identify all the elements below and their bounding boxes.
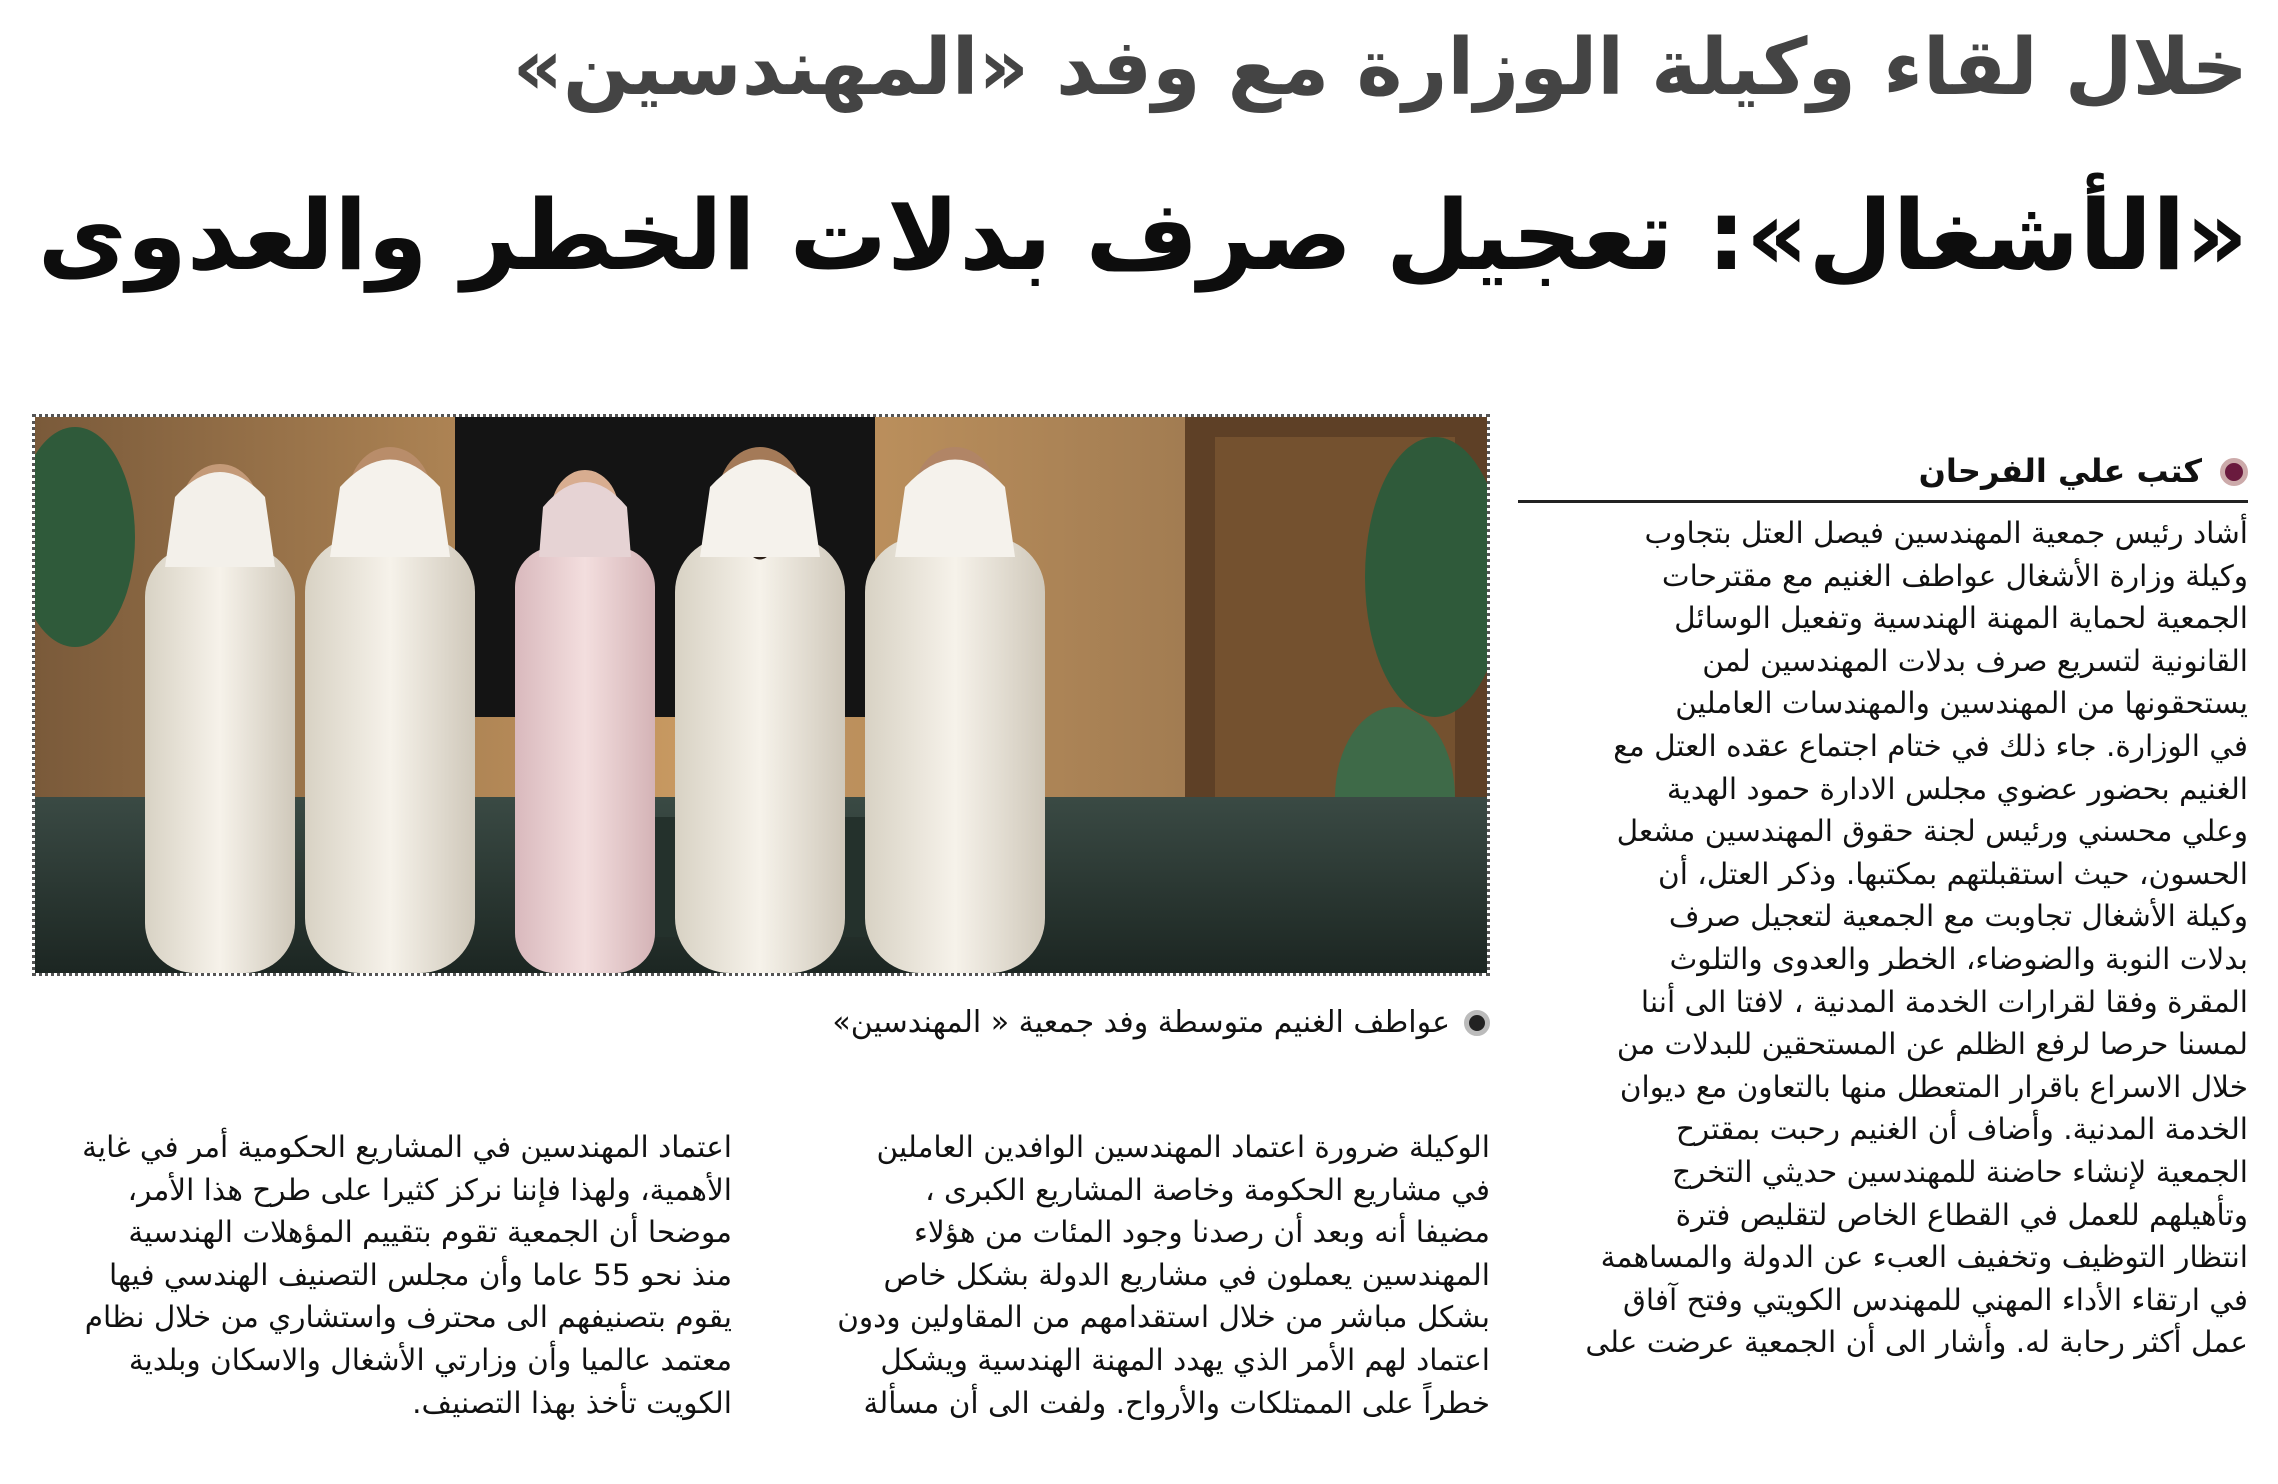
body-line: الخدمة المدنية. وأضاف أن الغنيم رحبت بمقترح bbox=[1675, 1112, 2248, 1147]
body-line: الجمعية لإنشاء حاضنة للمهندسين حديثي التخرج bbox=[1671, 1154, 2248, 1189]
body-line: منذ نحو 55 عاما وأن مجلس التصنيف الهندسي فيها bbox=[108, 1257, 732, 1292]
article-kicker: خلال لقاء وكيلة الوزارة مع وفد «المهندسين» bbox=[512, 23, 2248, 113]
body-column-left bbox=[32, 1126, 732, 1424]
body-line: وكيلة وزارة الأشغال عواطف الغنيم مع مقترحات bbox=[1661, 558, 2248, 593]
body-line: في مشاريع الحكومة وخاصة المشاريع الكبرى ، bbox=[925, 1172, 1490, 1207]
body-line: خطراً على الممتلكات والأرواح. ولفت الى أن مسألة bbox=[863, 1385, 1490, 1420]
body-line: الغنيم بحضور عضوي مجلس الادارة حمود الهدية bbox=[1666, 771, 2248, 806]
photo-caption bbox=[760, 1000, 1490, 1045]
body-line: اعتماد المهندسين في المشاريع الحكومية أمر في غاية bbox=[82, 1130, 732, 1164]
caption-text: عواطف الغنيم متوسطة وفد جمعية « المهندسين» bbox=[832, 1005, 1450, 1040]
body-line: بشكل مباشر من خلال استقدامهم من المقاولين ودون bbox=[837, 1300, 1490, 1335]
body-line: وتأهيلهم للعمل في القطاع الخاص لتقليص فترة bbox=[1675, 1197, 2248, 1232]
byline bbox=[1518, 452, 2248, 503]
body-line: عمل أكثر رحابة له. وأشار الى أن الجمعية عرضت على bbox=[1585, 1325, 2248, 1360]
body-line: الحسون، حيث استقبلتهم بمكتبها. وذكر العتل، أن bbox=[1658, 856, 2248, 891]
body-line: في ارتقاء الأداء المهني للمهندس الكويتي وفتح آفاق bbox=[1622, 1282, 2248, 1317]
body-line: يقوم بتصنيفهم الى محترف واستشاري من خلال نظام bbox=[84, 1300, 732, 1335]
body-line: خلال الاسراع باقرار المتعطل منها بالتعاون مع ديوان bbox=[1619, 1069, 2248, 1104]
body-line: بدلات النوبة والضوضاء، الخطر والعدوى والتلوث bbox=[1669, 941, 2248, 976]
byline-text: كتب علي الفرحان bbox=[1918, 452, 2202, 490]
body-line: المهندسين يعملون في مشاريع الدولة بشكل خاص bbox=[883, 1257, 1490, 1292]
body-line: أشاد رئيس جمعية المهندسين فيصل العتل بتجاوب bbox=[1644, 516, 2248, 550]
body-line: في الوزارة. جاء ذلك في ختام اجتماع عقده العتل مع bbox=[1613, 728, 2248, 763]
body-line: موضحا أن الجمعية تقوم بتقييم المؤهلات الهندسية bbox=[128, 1215, 732, 1250]
body-column-middle bbox=[770, 1126, 1490, 1424]
body-line: الكويت تأخذ بهذا التصنيف. bbox=[412, 1385, 732, 1420]
caption-bullet-icon bbox=[1464, 1010, 1490, 1036]
body-line: وعلي محسني ورئيس لجنة حقوق المهندسين مشعل bbox=[1616, 814, 2248, 849]
body-line: انتظار التوظيف وتخفيف العبء عن الدولة والمساهمة bbox=[1600, 1240, 2248, 1275]
body-line: المقرة وفقا لقرارات الخدمة المدنية ، لافتا الى أننا bbox=[1640, 984, 2248, 1019]
body-column-right bbox=[1518, 512, 2248, 1364]
body-line: يستحقونها من المهندسين والمهندسات العاملين bbox=[1675, 686, 2248, 721]
byline-bullet-icon bbox=[2220, 458, 2248, 486]
body-line: اعتماد لهم الأمر الذي يهدد المهنة الهندسية ويشكل bbox=[880, 1342, 1490, 1377]
body-line: وكيلة الأشغال تجاوبت مع الجمعية لتعجيل صرف bbox=[1668, 899, 2248, 934]
body-line: القانونية لتسريع صرف بدلات المهندسين لمن bbox=[1702, 643, 2248, 678]
body-line: الأهمية، ولهذا فإننا نركز كثيرا على طرح هذا الأمر، bbox=[127, 1172, 732, 1207]
body-line: لمسنا حرصا لرفع الظلم عن المستحقين للبدلات من bbox=[1616, 1027, 2248, 1062]
article-headline: «الأشغال»: تعجيل صرف بدلات الخطر والعدوى bbox=[37, 179, 2248, 292]
body-line: معتمد عالميا وأن وزارتي الأشغال والاسكان وبلدية bbox=[128, 1342, 732, 1377]
article-photo bbox=[32, 414, 1490, 976]
body-line: الجمعية لحماية المهنة الهندسية وتفعيل الوسائل bbox=[1674, 601, 2248, 636]
body-line: مضيفا أنه وبعد أن رصدنا وجود المئات من هؤلاء bbox=[914, 1215, 1490, 1250]
body-line: الوكيلة ضرورة اعتماد المهندسين الوافدين العاملين bbox=[876, 1130, 1490, 1164]
